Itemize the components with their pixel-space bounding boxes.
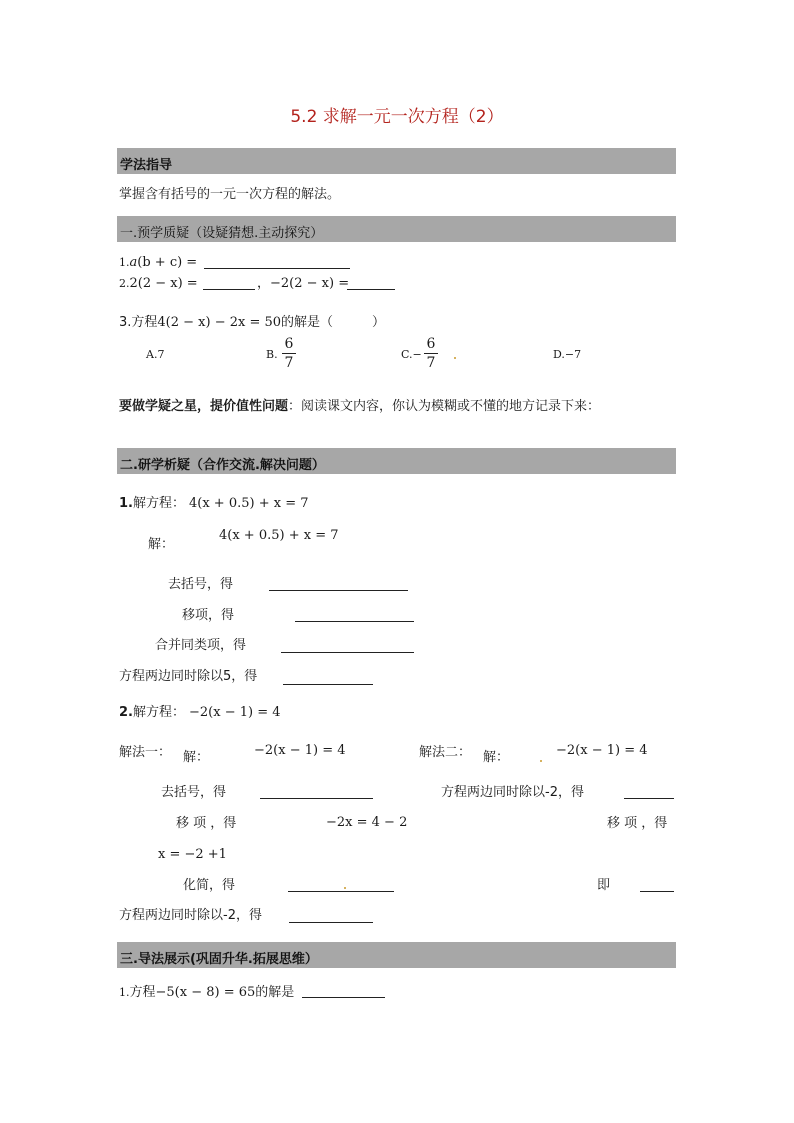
q1-answer-blank[interactable] [204,268,350,269]
p1-step3-label: 合并同类项，得 [155,638,247,653]
q2-expr1: 2(2 − x) = [129,276,198,291]
p1-step3-blank[interactable] [281,652,414,653]
p2-equation: −2(x − 1) = 4 [189,705,281,720]
p2-method1-solve: 解： [183,750,210,765]
stray-dot-3 [344,887,346,889]
p1-step1-blank[interactable] [269,590,408,591]
p1-solve-equation: 4(x + 0.5) + x = 7 [219,528,339,543]
guide-text: 掌握含有括号的一元一次方程的解法。 [119,187,341,202]
q2-answer-blank-2[interactable] [347,289,395,290]
q3-option-c-label[interactable]: C.− [401,348,422,361]
q3-prefix: 3.方程 [119,315,158,330]
star-prompt-bold: 要做学疑之星，提价值性问题 [119,399,289,414]
p1-step2-blank[interactable] [295,621,414,622]
stray-dot [454,357,456,359]
question-3 [119,316,333,329]
q2-expr2: −2(2 − x) = [270,276,350,291]
p1-step1-label: 去括号，得 [168,577,234,592]
p2-m1-step2-equation: −2x = 4 − 2 [326,815,408,830]
p2-method2-label: 解法二： [419,745,472,760]
p1-step4-label: 方程两边同时除以5，得 [119,669,258,684]
q2-comma: ， [257,276,271,291]
p2-m2-step1-blank[interactable] [624,798,674,799]
question-1: 1.a(b + c) = [119,255,198,270]
p2-m1-step3-label: 化简，得 [183,878,236,893]
p1-step4-blank[interactable] [283,684,373,685]
stray-dot-2 [540,760,542,762]
q3-suffix: 的解是（ [281,315,334,330]
p2-m1-step3-blank[interactable] [288,891,394,892]
problem-1: 1.解方程： 4(x + 0.5) + x = 7 [119,496,309,511]
p1-solve-label: 解： [148,537,175,552]
p2-m1-step2-label: 移 项 ，得 [176,816,237,831]
star-prompt-rest: ：阅读课文内容，你认为模糊或不懂的地方记录下来： [288,399,601,414]
section-header-xuefa: 学法指导 [117,148,676,174]
q3-option-b-label[interactable]: B. [266,348,278,361]
p2-m1-step4-blank[interactable] [289,922,373,923]
p1-equation: 4(x + 0.5) + x = 7 [189,496,309,511]
section-header-daofa: 三.导法展示(巩固升华.拓展思维） [117,942,676,968]
star-prompt [119,400,600,413]
p3-question: 1.方程−5(x − 8) = 65的解是 [119,985,295,1000]
p3-equation: −5(x − 8) = 65 [155,985,256,1000]
p2-m2-step2-label: 移 项 ，得 [607,816,668,831]
p2-m1-step1-label: 去括号，得 [161,785,227,800]
q2-expr2-wrap [257,277,349,290]
q3-close-paren: ） [372,315,386,330]
section-header-yanxue: 二.研学析疑（合作交流.解决问题） [117,448,676,474]
p2-m2-step3-label: 即 [597,878,611,893]
q3-option-a[interactable]: A.7 [146,348,165,361]
q3-option-b-fraction: 6 7 [282,336,296,371]
p2-m2-step3-blank[interactable] [640,891,674,892]
p2-m2-step1-label: 方程两边同时除以-2，得 [441,785,584,800]
p2-m1-line: x = −2 +1 [158,847,227,862]
p2-method1-equation: −2(x − 1) = 4 [254,743,346,758]
p2-method2-equation: −2(x − 1) = 4 [556,743,648,758]
q3-option-d[interactable]: D.−7 [553,348,582,361]
q3-equation: 4(2 − x) − 2x = 50 [157,315,282,330]
problem-2: 2.解方程： −2(x − 1) = 4 [119,705,281,720]
q1-expr: (b + c) = [137,255,198,270]
p2-method2-solve: 解： [483,750,510,765]
p2-m1-step1-blank[interactable] [260,798,373,799]
page-title: 5.2 求解一元一次方程（2） [290,107,504,127]
p2-m1-step4-label: 方程两边同时除以-2，得 [119,908,262,923]
p2-method1-label: 解法一： [119,745,172,760]
q1-var-a: a [129,255,138,270]
q2-answer-blank-1[interactable] [203,289,255,290]
section-header-yuxue: 一.预学质疑（设疑猜想.主动探究） [117,216,676,242]
p1-step2-label: 移项，得 [182,608,235,623]
q3-option-c-fraction: 6 7 [424,336,438,371]
question-2: 2.2(2 − x) = [119,276,198,291]
p3-answer-blank[interactable] [302,997,385,998]
